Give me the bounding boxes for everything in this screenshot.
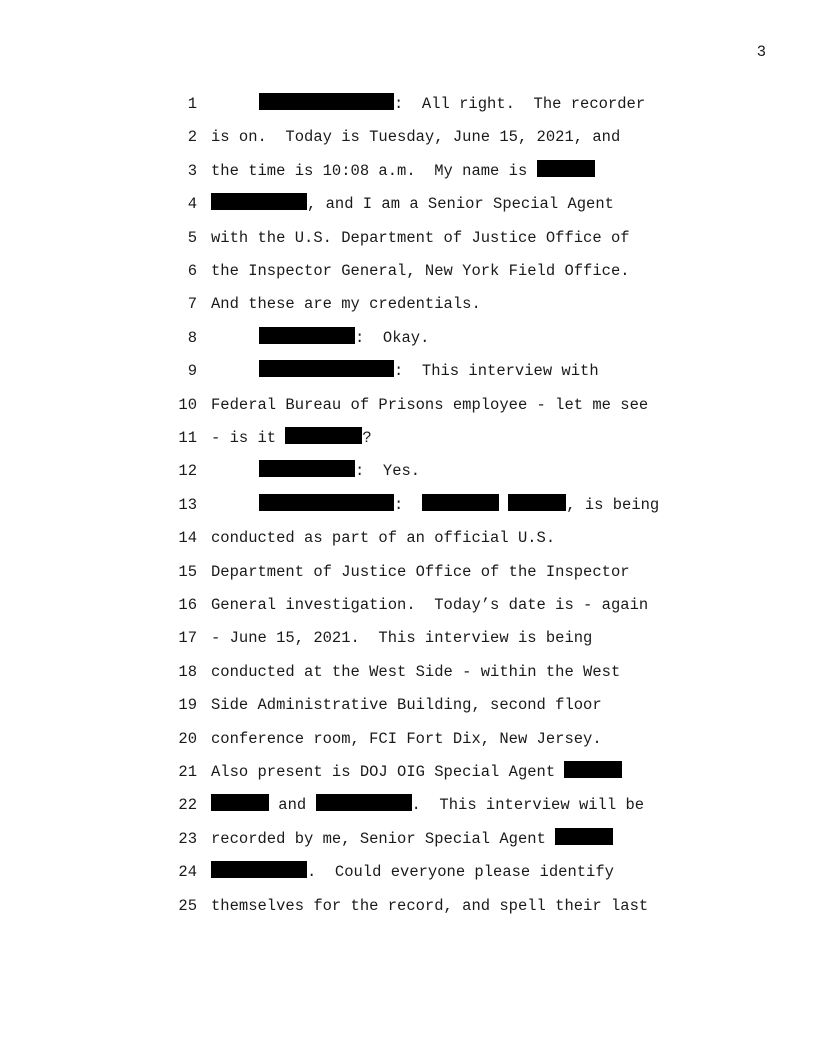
line-text: conducted at the West Side - within the West: [211, 662, 621, 681]
line-number: 4: [187, 195, 197, 214]
line-text: is on. Today is Tuesday, June 15, 2021, and: [211, 128, 621, 147]
line-text: Federal Bureau of Prisons employee - let me see: [211, 395, 649, 414]
line-number: 20: [178, 729, 197, 748]
line-number: 21: [178, 763, 197, 781]
redaction-box: [259, 460, 355, 477]
transcript-line: [0, 494, 816, 516]
transcript-line: [0, 694, 816, 716]
line-number: 19: [178, 696, 197, 715]
redaction-box: [537, 160, 595, 177]
transcript-line: [0, 761, 816, 783]
transcript-line: [0, 427, 816, 449]
line-number: 24: [178, 863, 197, 882]
transcript-line: [0, 828, 816, 850]
line-number: 1: [187, 95, 197, 113]
transcript-line: [0, 661, 816, 683]
line-text: : This interview with: [211, 360, 599, 382]
redaction-box: [422, 494, 499, 511]
transcript-line: [0, 794, 816, 816]
transcript-line: [0, 394, 816, 416]
line-text: Department of Justice Office of the Inspector: [211, 562, 630, 581]
page-number: 3: [756, 43, 766, 61]
line-number: 6: [187, 262, 197, 280]
line-number: 17: [178, 629, 197, 648]
line-text: : Okay.: [211, 327, 429, 349]
line-text: : , is being: [211, 494, 659, 516]
redaction-box: [259, 360, 394, 377]
line-text: Side Administrative Building, second floor: [211, 696, 602, 715]
redaction-box: [211, 794, 269, 811]
line-number: 18: [178, 662, 197, 681]
redaction-box: [259, 494, 394, 511]
line-text: General investigation. Today’s date is - again: [211, 596, 649, 614]
line-number: 14: [178, 529, 197, 548]
line-number: 16: [178, 596, 197, 614]
transcript-line: [0, 293, 816, 315]
line-number: 23: [178, 829, 197, 848]
line-text: themselves for the record, and spell their last: [211, 896, 649, 915]
line-text: : All right. The recorder: [211, 93, 645, 115]
line-text: recorded by me, Senior Special Agent: [211, 828, 613, 850]
line-number: 9: [187, 362, 197, 381]
transcript-line: [0, 627, 816, 649]
line-text: conference room, FCI Fort Dix, New Jersey.: [211, 729, 602, 748]
line-text: the Inspector General, New York Field Office.: [211, 262, 630, 280]
redaction-box: [259, 93, 394, 110]
line-text: - is it ?: [211, 429, 372, 447]
transcript-line: [0, 594, 816, 616]
transcript-line: [0, 360, 816, 382]
transcript-line: [0, 93, 816, 115]
line-number: 10: [178, 395, 197, 414]
transcript-line: [0, 193, 816, 215]
transcript-line: [0, 160, 816, 182]
line-number: 13: [178, 495, 197, 514]
redaction-box: [211, 193, 307, 210]
line-text: with the U.S. Department of Justice Office of: [211, 228, 630, 247]
line-number: 3: [187, 161, 197, 180]
redaction-box: [316, 794, 412, 811]
line-number: 15: [178, 562, 197, 581]
transcript-line: [0, 260, 816, 282]
redaction-box: [211, 861, 307, 878]
redaction-box: [508, 494, 566, 511]
line-text: : Yes.: [211, 460, 420, 482]
line-text: . Could everyone please identify: [211, 861, 614, 883]
line-number: 7: [187, 295, 197, 314]
line-number: 5: [187, 228, 197, 247]
line-number: 2: [187, 128, 197, 147]
line-text: And these are my credentials.: [211, 295, 481, 314]
redaction-box: [285, 427, 362, 444]
line-number: 8: [187, 328, 197, 347]
redaction-box: [555, 828, 613, 845]
transcript-line: [0, 460, 816, 482]
redaction-box: [259, 327, 355, 344]
line-text: the time is 10:08 a.m. My name is: [211, 160, 595, 182]
line-number: 25: [178, 896, 197, 915]
line-text: Also present is DOJ OIG Special Agent: [211, 761, 622, 783]
transcript-line: [0, 728, 816, 750]
line-text: - June 15, 2021. This interview is being: [211, 629, 593, 648]
transcript-line: [0, 527, 816, 549]
transcript-line: [0, 327, 816, 349]
transcript-line: [0, 227, 816, 249]
line-text: conducted as part of an official U.S.: [211, 529, 556, 548]
transcript-line: [0, 126, 816, 148]
line-text: and . This interview will be: [211, 794, 644, 816]
line-number: 11: [178, 429, 197, 447]
transcript-line: [0, 895, 816, 917]
line-number: 12: [178, 462, 197, 481]
redaction-box: [564, 761, 622, 778]
line-text: , and I am a Senior Special Agent: [211, 193, 614, 215]
transcript-line: [0, 561, 816, 583]
transcript-line: [0, 861, 816, 883]
line-number: 22: [178, 796, 197, 815]
